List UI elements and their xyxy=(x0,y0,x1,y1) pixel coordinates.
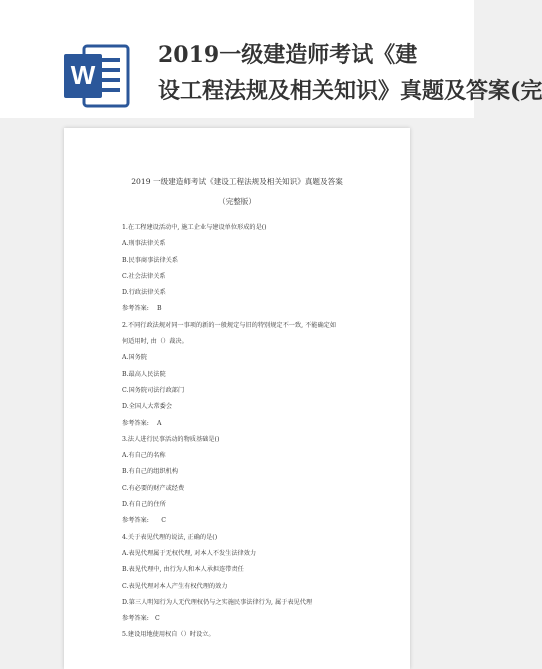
document-title-line2: 设工程法规及相关知识》真题及答案(完 xyxy=(158,78,542,104)
word-document-icon xyxy=(62,40,132,112)
text-line: B.有自己的组织机构 xyxy=(122,468,179,476)
text-line: D.全国人大常委会 xyxy=(122,403,173,411)
text-line: B.最高人民法院 xyxy=(122,370,166,378)
text-line: B.表见代理中, 由行为人和本人承担连带责任 xyxy=(122,566,244,574)
text-line: C.有必要的财产或经费 xyxy=(122,484,185,492)
question-list xyxy=(122,220,394,644)
document-title-line1: 2019一级建造师考试《建 xyxy=(158,42,418,68)
document-title xyxy=(158,37,542,109)
text-line: 参考答案: C xyxy=(122,517,166,525)
text-line: 2.不同行政法规对同一事项的新的一般规定与旧的特别规定不一致, 不能确定如 xyxy=(122,321,337,329)
text-line: 5.建设用地使用权自（）时设立。 xyxy=(122,631,215,639)
text-line: C.表见代理对本人产生有权代理的效力 xyxy=(122,582,228,590)
page-subtitle: （完整版） xyxy=(218,197,256,206)
text-line: C.国务院司法行政部门 xyxy=(122,386,185,394)
text-line: A.表见代理属于无权代理, 对本人不发生法律效力 xyxy=(122,549,257,557)
text-line: A.有自己的名称 xyxy=(122,452,166,460)
document-page xyxy=(64,128,410,669)
text-line: 3.法人进行民事活动的物质基础是() xyxy=(122,435,220,443)
svg-text:W: W xyxy=(70,60,96,90)
text-line: 4.关于表见代理的说法, 正确的是() xyxy=(122,533,218,541)
text-line: C.社会法律关系 xyxy=(122,272,166,280)
text-line: 1.在工程建设活动中, 施工企业与建设单位形成的是() xyxy=(122,224,267,231)
text-line: 参考答案: A xyxy=(122,419,162,427)
text-line: 何适用时, 由（）裁决。 xyxy=(122,338,188,346)
text-line: A.刑事法律关系 xyxy=(122,240,166,248)
text-line: D.有自己的住所 xyxy=(122,501,166,509)
text-line: B.民事商事法律关系 xyxy=(122,256,179,264)
text-line: A.国务院 xyxy=(122,354,147,362)
header-banner xyxy=(0,0,542,118)
text-line: 参考答案: C xyxy=(122,615,160,623)
text-line: D.行政法律关系 xyxy=(122,289,166,297)
text-line: 参考答案: B xyxy=(122,305,162,313)
text-line: D.第三人明知行为人无代理权仍与之实施民事法律行为, 属于表见代理 xyxy=(122,598,313,606)
page-title: 2019 一级建造师考试《建设工程法规及相关知识》真题及答案 xyxy=(131,177,343,186)
